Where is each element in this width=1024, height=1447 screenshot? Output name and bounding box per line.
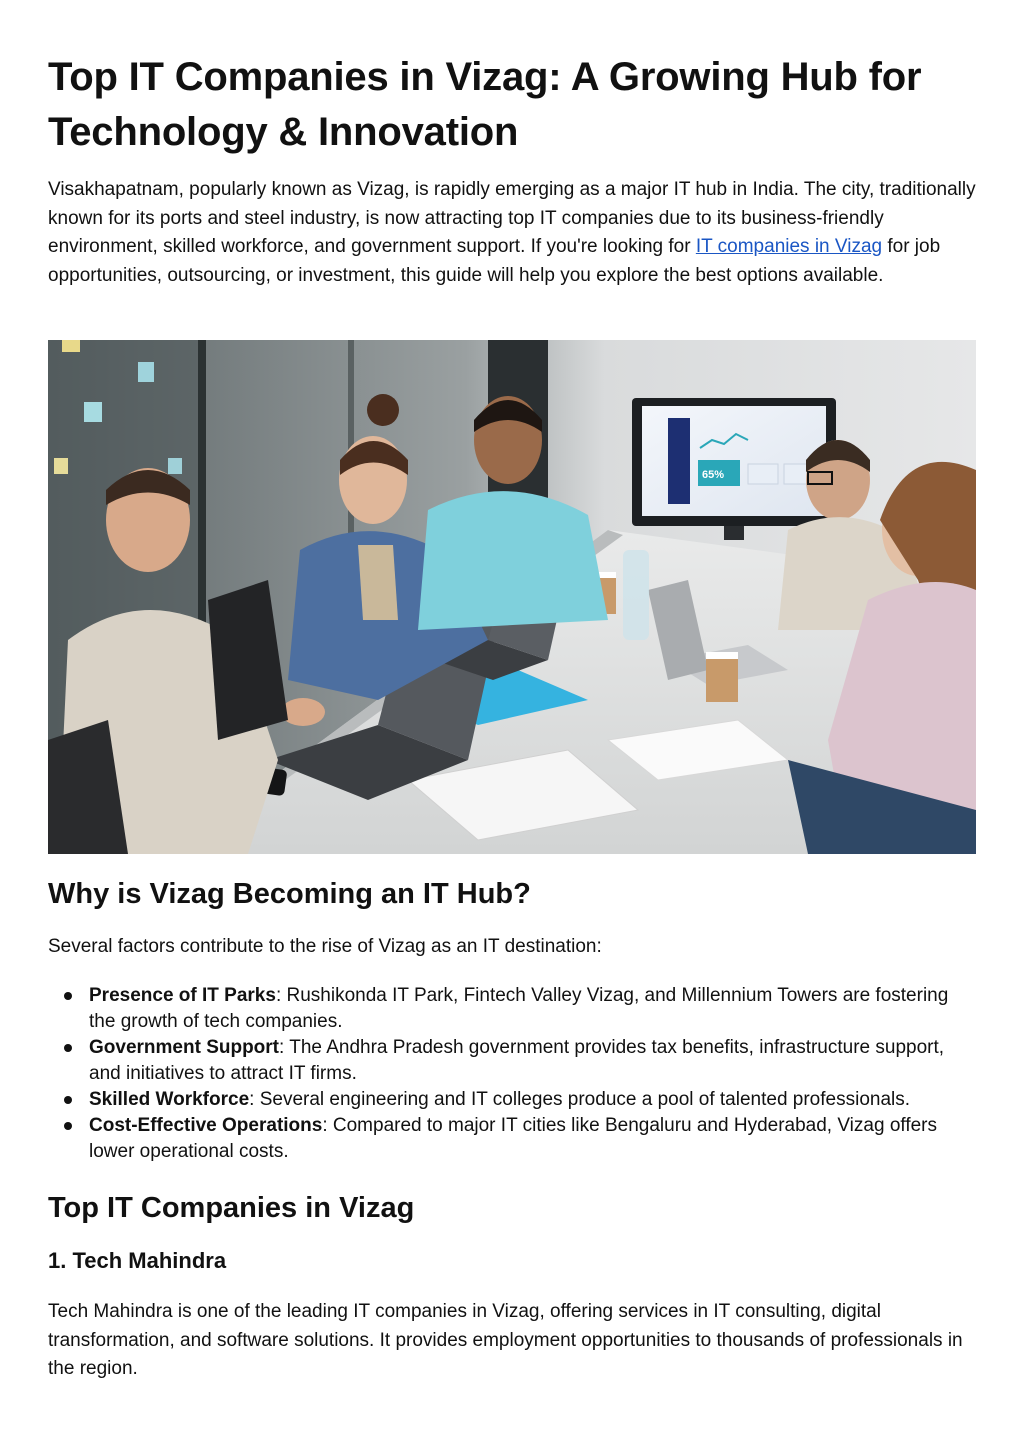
hero-image (48, 340, 976, 854)
factor-text: : Compared to major IT cities like Bengaluru and Hyderabad, Vizag offers lower operational costs. (89, 1115, 937, 1162)
bullet-icon (64, 992, 72, 1000)
office-team-photo (48, 340, 976, 854)
intro-paragraph (48, 176, 976, 290)
factor-label: Cost-Effective Operations (89, 1115, 323, 1136)
list-item (48, 1113, 976, 1165)
factor-text: : Rushikonda IT Park, Fintech Valley Vizag, and Millennium Towers are fostering the growth of tech companies. (89, 985, 949, 1032)
section-heading-top-companies: Top IT Companies in Vizag (48, 1192, 415, 1224)
list-item (48, 1035, 976, 1087)
bullet-icon (64, 1044, 72, 1052)
list-item (48, 983, 976, 1035)
it-companies-link[interactable]: IT companies in Vizag (695, 236, 883, 258)
page-title: Top IT Companies in Vizag: A Growing Hub for Technology & Innovation (48, 55, 922, 154)
company-heading-tech-mahindra: 1. Tech Mahindra (48, 1248, 227, 1273)
section-heading-why-vizag: Why is Vizag Becoming an IT Hub? (48, 878, 531, 910)
factors-list (48, 983, 976, 1165)
factor-text: : The Andhra Pradesh government provides tax benefits, infrastructure support, and initiatives to attract IT firms. (89, 1037, 945, 1084)
bullet-icon (64, 1122, 72, 1130)
bullet-icon (64, 1096, 72, 1104)
factor-text: : Several engineering and IT colleges produce a pool of talented professionals. (249, 1089, 911, 1110)
intro-text-before-link: Visakhapatnam, popularly known as Vizag, is rapidly emerging as a major IT hub in India. The city, traditionally known for its ports and steel industry, is now attracting top IT companies due to its business-friendly environment, skilled workforce, and government support. If you're looking for (48, 179, 976, 258)
factor-label: Government Support (89, 1037, 280, 1058)
factor-label: Presence of IT Parks (89, 985, 276, 1006)
company-description-tech-mahindra: Tech Mahindra is one of the leading IT companies in Vizag, offering services in IT consulting, digital transformation, and software solutions. It provides employment opportunities to thousands of professionals in the region. (48, 1301, 963, 1380)
intro-text-after-link: for job opportunities, outsourcing, or investment, this guide will help you explore the best options available. (48, 236, 941, 286)
factor-label: Skilled Workforce (89, 1089, 250, 1110)
list-item (48, 1087, 976, 1113)
factors-intro-text: Several factors contribute to the rise of Vizag as an IT destination: (48, 936, 602, 957)
monitor-stat: 65% (702, 469, 725, 481)
